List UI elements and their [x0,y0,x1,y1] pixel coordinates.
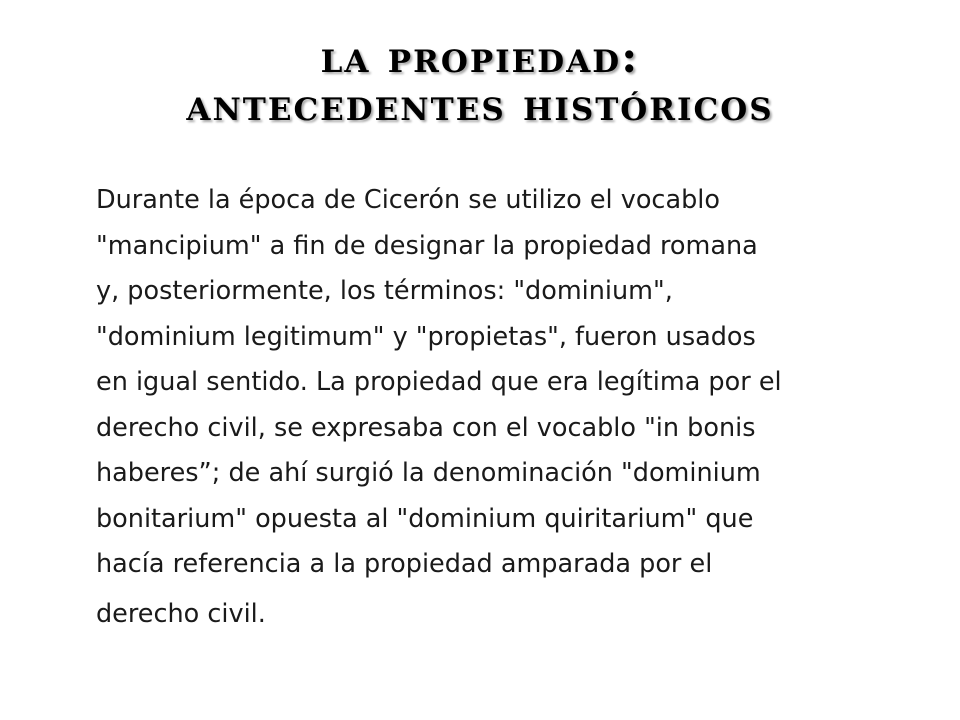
slide-title [60,34,900,130]
title-line-1: la propiedad: [320,32,640,83]
body-line: y, posteriormente, los términos: "dominium", [96,276,673,306]
body-line: derecho civil, se expresaba con el vocablo "in bonis [96,412,756,443]
body-line: hacía referencia a la propiedad amparada por el [96,549,713,579]
body-line: bonitarium" opuesta al "dominium quiritarium" que [96,503,754,534]
body-line: en igual sentido. La propiedad que era legítima por el [96,367,782,397]
title-line-2: antecedentes históricos [186,80,774,131]
slide-body-text [96,178,896,637]
body-line: derecho civil. [96,598,266,629]
body-line: haberes”; de ahí surgió la denominación "dominium [96,458,761,488]
body-line: Durante la época de Cicerón se utilizo el vocablo [96,185,720,215]
body-line: "dominium legitimum" y "propietas", fueron usados [96,321,756,352]
body-line: "mancipium" a fin de designar la propiedad romana [96,230,758,261]
